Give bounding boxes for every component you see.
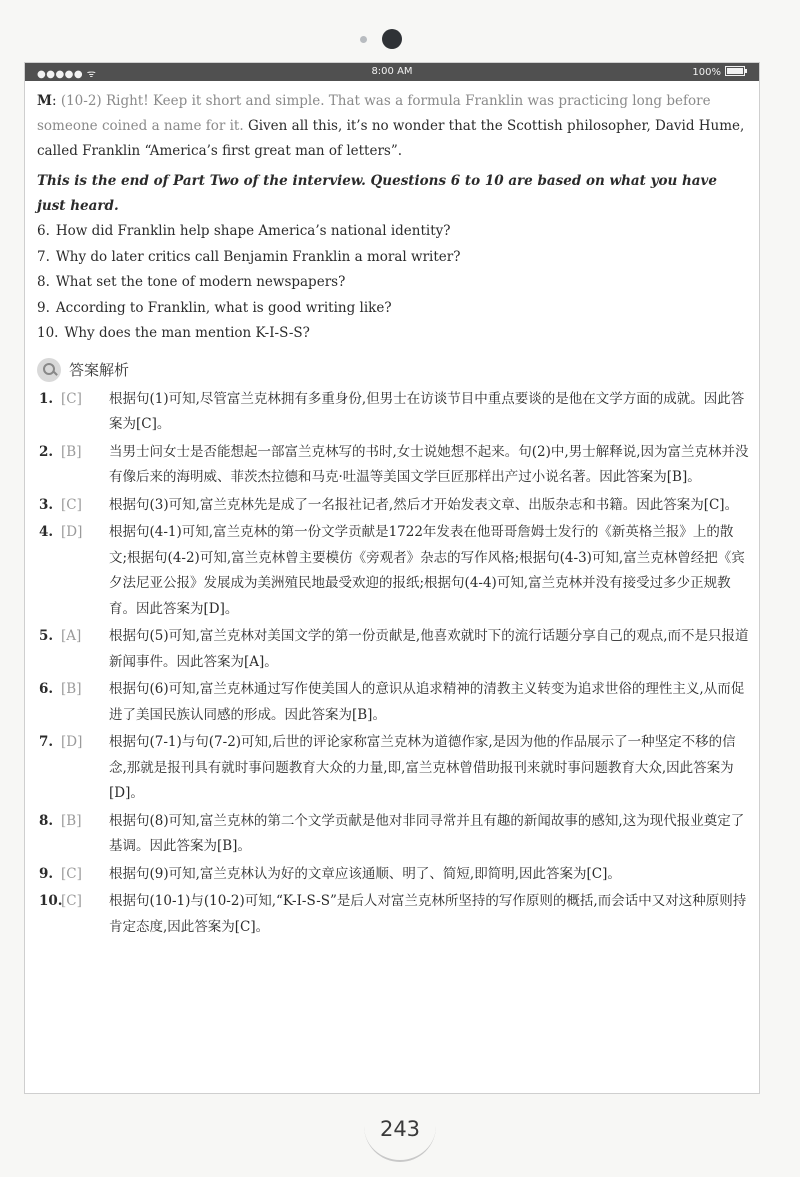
answer-key: [B] — [61, 681, 82, 697]
answer-number: 7. — [39, 734, 54, 750]
battery-icon — [725, 66, 745, 76]
tablet-screen — [24, 62, 760, 1094]
answer-number: 4. — [39, 524, 54, 540]
answer-heading-title: 答案解析 — [69, 361, 130, 379]
speaker-colon: : — [51, 93, 57, 109]
answer-item — [37, 889, 749, 940]
instruction-text: This is the end of Part Two of the interview. Questions 6 to 10 are based on what you have just heard. — [37, 173, 717, 214]
page-content — [37, 89, 749, 940]
answer-item — [37, 520, 749, 622]
magnifier-icon — [37, 358, 61, 382]
question-item — [37, 270, 749, 296]
answer-key: [C] — [61, 893, 82, 909]
battery-percent: 100% — [692, 67, 721, 78]
answer-item — [37, 677, 749, 728]
answer-item — [37, 624, 749, 675]
answer-number: 5. — [39, 628, 54, 644]
question-text: According to Franklin, what is good writing like? — [55, 299, 392, 316]
answer-text: 根据句(5)可知,富兰克林对美国文学的第一份贡献是,他喜欢就时下的流行话题分享自己的观点,而不是只报道新闻事件。因此答案为[A]。 — [109, 628, 749, 670]
question-number: 8. — [37, 274, 50, 290]
answer-number: 6. — [39, 681, 54, 697]
speaker-label: M — [37, 93, 52, 109]
camera-lens — [382, 29, 402, 49]
answer-item — [37, 440, 749, 491]
answer-text: 当男士问女士是否能想起一部富兰克林写的书时,女士说她想不起来。句(2)中,男士解释说,因为富兰克林并没有像后来的海明威、菲茨杰拉德和马克·吐温等美国文学巨匠那样出产过小说名著。因此答案为[B]。 — [109, 443, 749, 485]
answer-text: 根据句(4-1)可知,富兰克林的第一份文学贡献是1722年发表在他哥哥詹姆士发行的《新英格兰报》上的散文;根据句(4-2)可知,富兰克林曾主要模仿《旁观者》杂志的写作风格;根据句(4-3)可知,富兰克林曾经把《宾夕法尼亚公报》发展成为美洲殖民地最受欢迎的报纸;根据句(4-4)可知,富兰克林并没有接受过多少正规教育。因此答案为[D]。 — [109, 524, 745, 617]
answer-number: 9. — [39, 865, 54, 882]
dialogue-text: Given all this, it’s no wonder that the Scottish philosopher, David Hume, called Franklin “America’s first great man of letters”. — [37, 118, 745, 159]
question-list — [37, 219, 749, 347]
answer-text: 根据句(9)可知,富兰克林认为好的文章应该通顺、明了、简短,即简明,因此答案为[C]。 — [109, 865, 621, 882]
answer-key: [D] — [61, 524, 83, 540]
answer-number: 1. — [39, 390, 54, 407]
answer-number: 2. — [39, 443, 54, 460]
answer-text: 根据句(6)可知,富兰克林通过写作使美国人的意识从追求精神的清教主义转变为追求世俗的理性主义,从而促进了美国民族认同感的形成。因此答案为[B]。 — [109, 681, 745, 723]
answer-text: 根据句(1)可知,尽管富兰克林拥有多重身份,但男士在访谈节目中重点要谈的是他在文学方面的成就。因此答案为[C]。 — [109, 390, 745, 432]
answer-key: [C] — [61, 390, 82, 407]
status-time: 8:00 AM — [371, 66, 413, 77]
answer-number: 10. — [39, 893, 63, 909]
question-item — [37, 245, 749, 271]
answer-key: [D] — [61, 734, 83, 750]
battery-status — [692, 66, 745, 78]
answer-list — [37, 387, 749, 941]
page-number: 243 — [379, 1117, 421, 1141]
answer-key: [C] — [61, 496, 82, 513]
sensor-dot — [360, 36, 367, 43]
question-item — [37, 219, 749, 245]
answer-item — [37, 730, 749, 807]
answer-key: [B] — [61, 443, 82, 460]
tablet-camera — [360, 29, 408, 49]
answer-key: [C] — [61, 865, 82, 882]
sentence-ref: (10-2) — [60, 93, 102, 109]
question-text: Why does the man mention K-I-S-S? — [64, 325, 310, 341]
answer-item — [37, 862, 749, 888]
answer-text: 根据句(10-1)与(10-2)可知,“K-I-S-S”是后人对富兰克林所坚持的写作原则的概括,而会话中又对这种原则持肯定态度,因此答案为[C]。 — [109, 893, 747, 935]
answer-text: 根据句(8)可知,富兰克林的第二个文学贡献是他对非同寻常并且有趣的新闻故事的感知,这为现代报业奠定了基调。因此答案为[B]。 — [109, 812, 745, 854]
question-number: 9. — [37, 299, 50, 316]
question-number: 6. — [37, 223, 50, 239]
status-bar — [25, 63, 759, 81]
answer-item — [37, 809, 749, 860]
question-text: How did Franklin help shape America’s national identity? — [55, 223, 451, 239]
answer-number: 3. — [39, 496, 54, 513]
dialogue-faded-text: Right! Keep it short and simple. That was a formula Franklin was practicing long before someone coined a name for it. — [37, 93, 711, 134]
answer-item — [37, 493, 749, 519]
question-text: Why do later critics call Benjamin Franklin a moral writer? — [55, 248, 461, 265]
answer-item — [37, 387, 749, 438]
question-item — [37, 296, 749, 322]
signal-wifi-icon: ●●●●● ᯤ — [37, 69, 97, 80]
question-text: What set the tone of modern newspapers? — [55, 274, 346, 290]
answer-text: 根据句(3)可知,富兰克林先是成了一名报社记者,然后才开始发表文章、出版杂志和书籍。因此答案为[C]。 — [109, 496, 739, 513]
answer-heading — [37, 355, 749, 385]
question-number: 10. — [37, 325, 59, 341]
answer-key: [B] — [61, 812, 82, 829]
answer-text: 根据句(7-1)与句(7-2)可知,后世的评论家称富兰克林为道德作家,是因为他的作品展示了一种坚定不移的信念,那就是报刊具有就时事问题教育大众的力量,即,富兰克林曾借助报刊来就时事问题教育大众,因此答案为[D]。 — [109, 734, 736, 801]
answer-number: 8. — [39, 812, 54, 829]
answer-key: [A] — [61, 628, 82, 644]
dialogue-paragraph — [37, 89, 749, 164]
question-number: 7. — [37, 248, 50, 265]
question-item — [37, 321, 749, 347]
